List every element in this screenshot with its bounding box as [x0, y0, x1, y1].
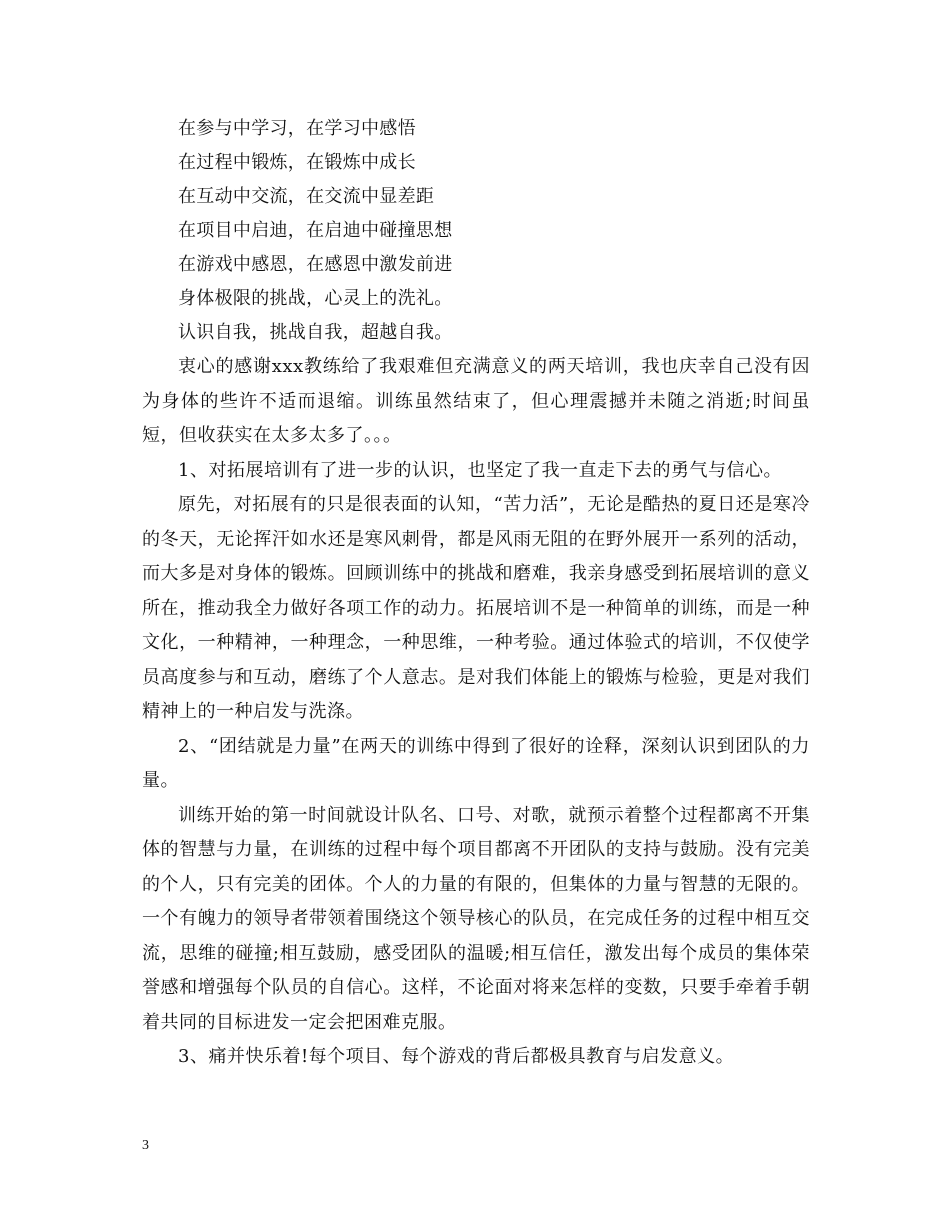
motto-line: 在参与中学习，在学习中感悟 — [178, 118, 416, 139]
motto-line: 身体极限的挑战，心灵上的洗礼。 — [178, 288, 453, 309]
page-number: 3 — [142, 1138, 149, 1153]
document-body — [142, 112, 810, 1075]
motto-line: 在过程中锻炼，在锻炼中成长 — [178, 152, 416, 173]
paragraph-point-1-heading: 1、对拓展培训有了进一步的认识，也坚定了我一直走下去的勇气与信心。 — [178, 459, 782, 481]
paragraph-point-1-body: 原先，对拓展有的只是很表面的认知，“苦力活”，无论是酷热的夏日还是寒冷的冬天，无论挥汗如水还是寒风刺骨，都是风雨无阻的在野外展开一系列的活动，而大多是对身体的锻炼。回顾训练中的挑战和磨难，我亲身感受到拓展培训的意义所在，推动我全力做好各项工作的动力。拓展培训不是一种简单的训练，而是一种文化，一种精神，一种理念，一种思维，一种考验。通过体验式的培训，不仅使学员高度参与和互动，磨练了个人意志。是对我们体能上的锻炼与检验，更是对我们精神上的一种启发与洗涤。 — [142, 494, 810, 722]
motto-line: 在游戏中感恩，在感恩中激发前进 — [178, 254, 453, 275]
motto-line: 认识自我，挑战自我，超越自我。 — [178, 322, 453, 343]
motto-line: 在项目中启迪，在启迪中碰撞思想 — [178, 220, 453, 241]
paragraph-point-3-heading: 3、痛并快乐着!每个项目、每个游戏的背后都极具教育与启发意义。 — [178, 1046, 735, 1067]
paragraph-point-2-heading: 2、“团结就是力量”在两天的训练中得到了很好的诠释，深刻认识到团队的力量。 — [142, 735, 810, 791]
paragraph-point-2-body: 训练开始的第一时间就设计队名、口号、对歌，就预示着整个过程都离不开集体的智慧与力量，在训练的过程中每个项目都离不开团队的支持与鼓励。没有完美的个人，只有完美的团体。个人的力量的有限的，但集体的力量与智慧的无限的。一个有魄力的领导者带领着围绕这个领导核心的队员，在完成任务的过程中相互交流，思维的碰撞;相互鼓励，感受团队的温暖;相互信任，激发出每个成员的集体荣誉感和增强每个队员的自信心。这样，不论面对将来怎样的变数，只要手牵着手朝着共同的目标进发一定会把困难克服。 — [142, 804, 810, 1033]
motto-line: 在互动中交流，在交流中显差距 — [178, 186, 435, 207]
paragraph-thanks: 衷心的感谢xxx教练给了我艰难但充满意义的两天培训，我也庆幸自己没有因为身体的些许不适而退缩。训练虽然结束了，但心理震撼并未随之消逝;时间虽短，但收获实在太多太多了。。。 — [142, 356, 810, 446]
